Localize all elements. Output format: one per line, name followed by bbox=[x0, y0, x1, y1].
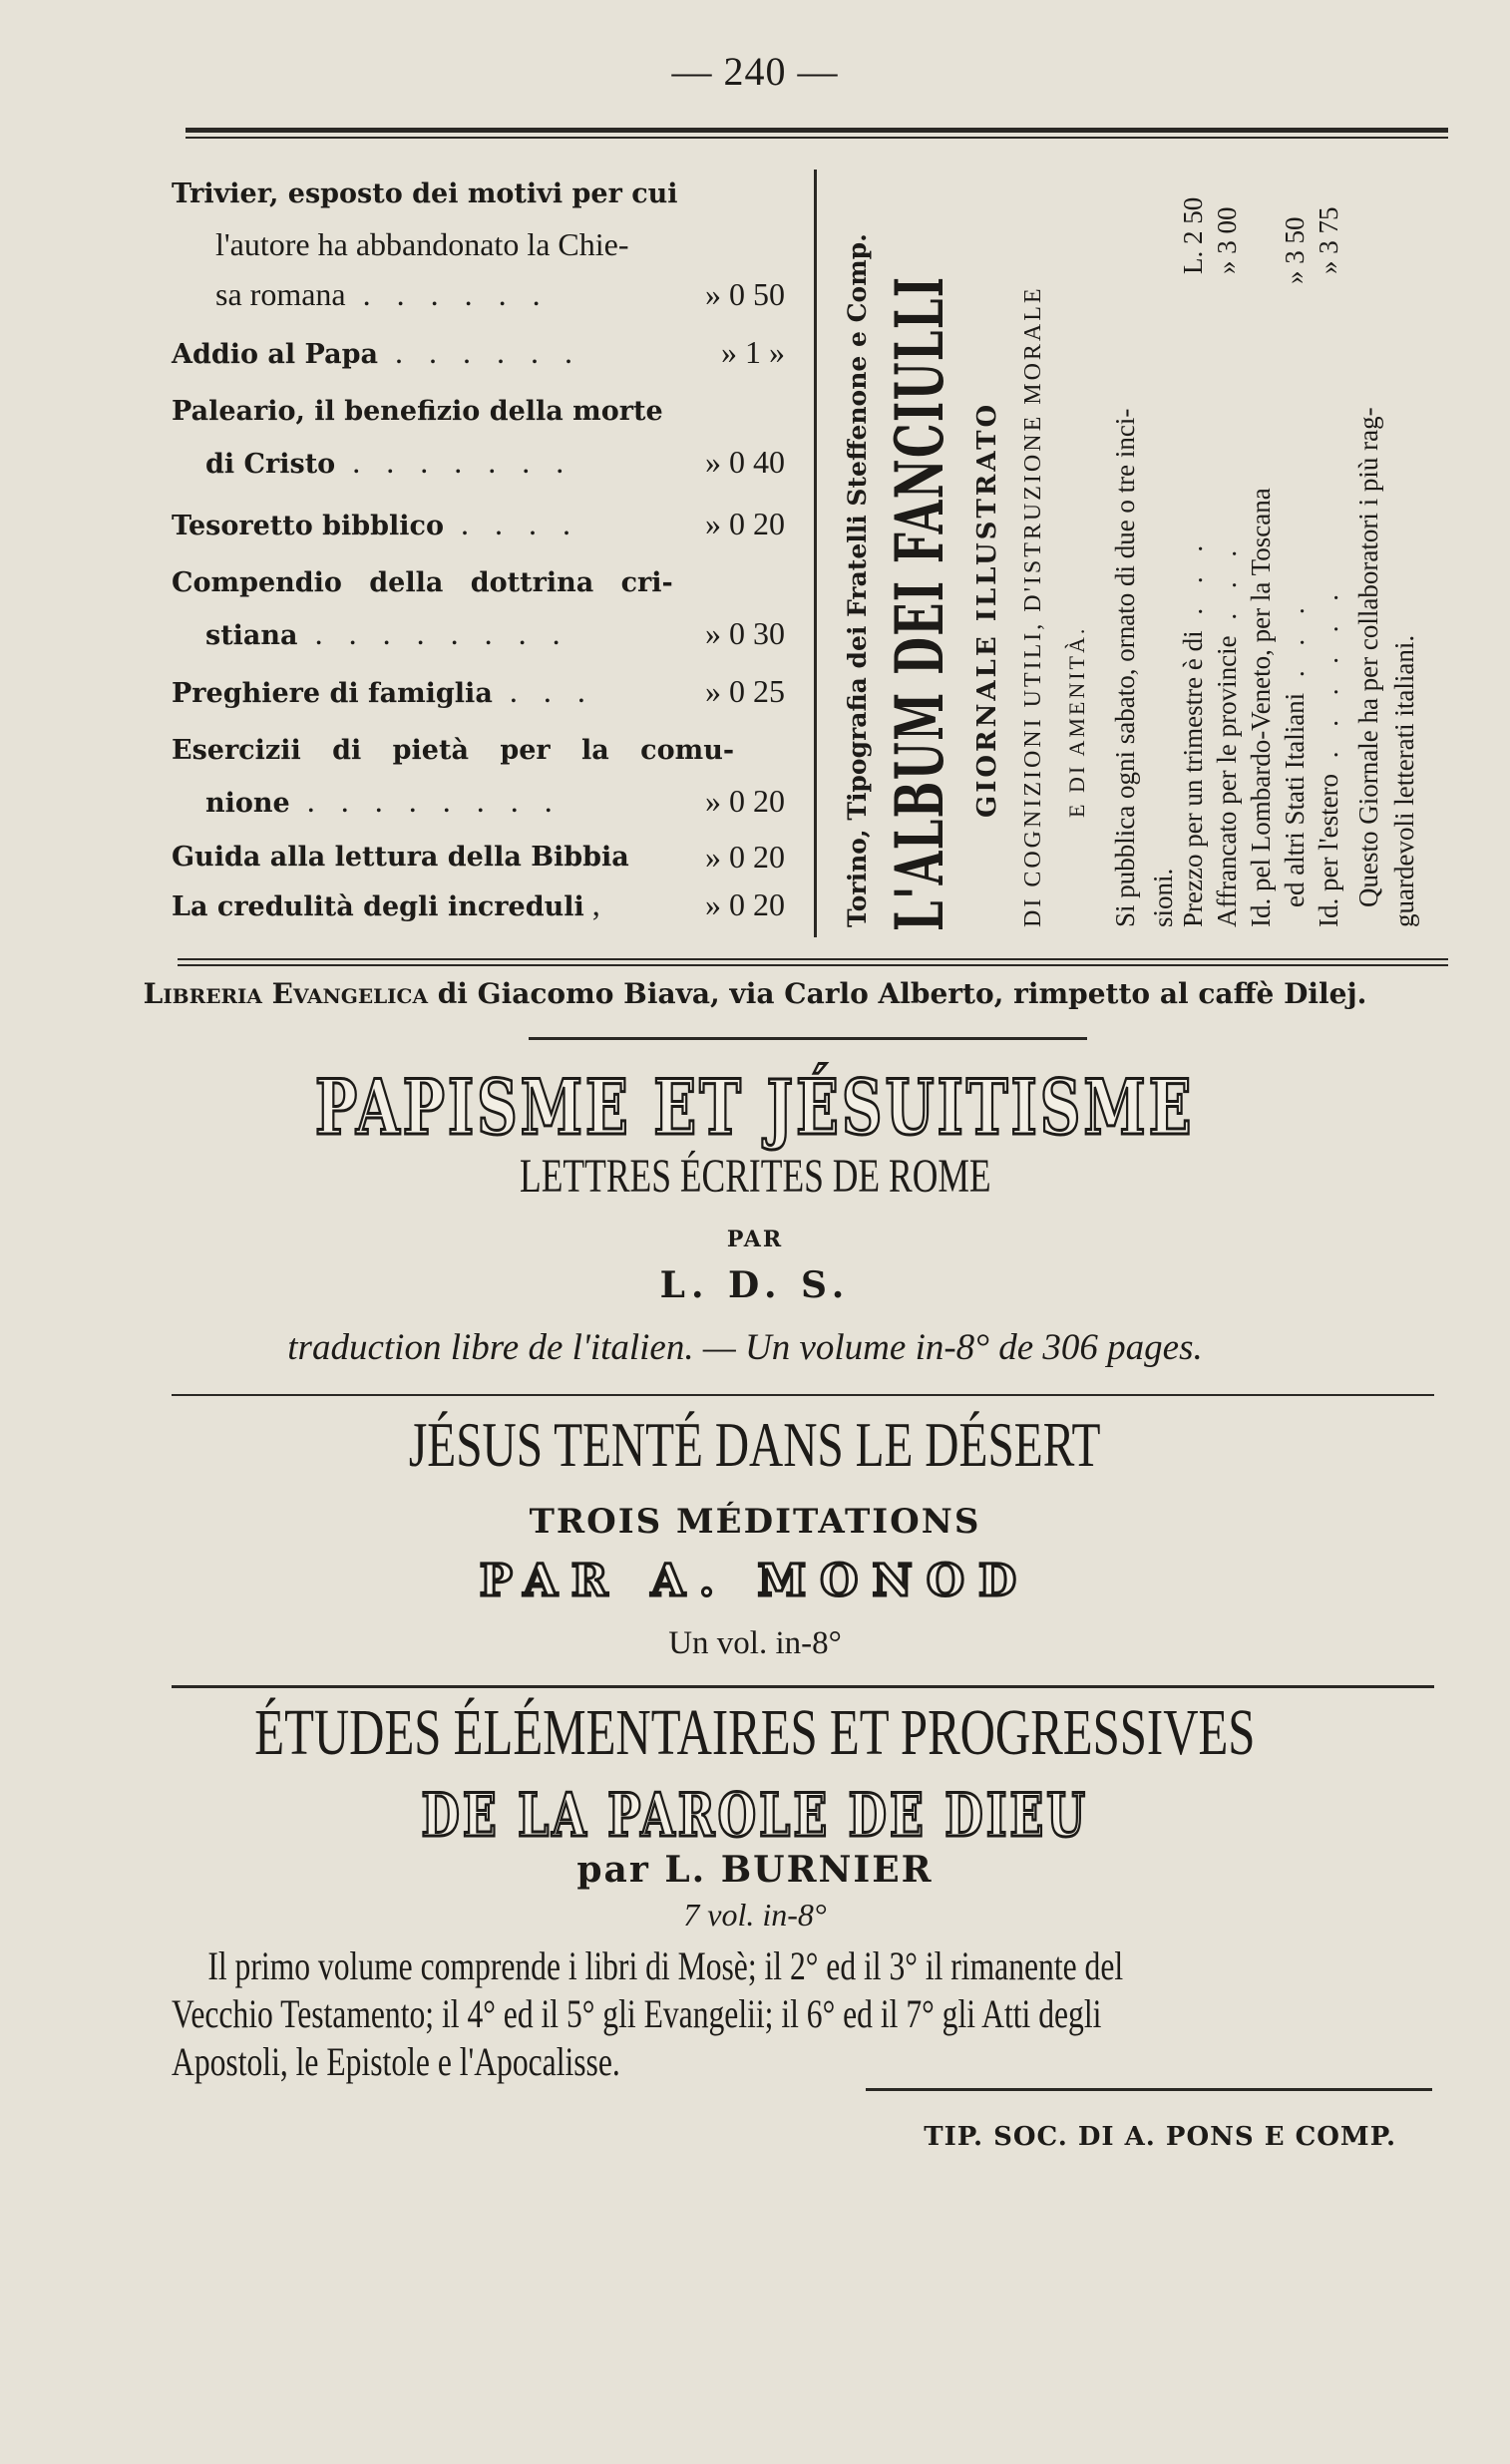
book2-title-wrap bbox=[0, 1408, 1510, 1482]
album-notice bbox=[843, 150, 1441, 937]
album-publish-1: Si pubblica ogni sabato, ornato di due o tre inci- bbox=[1110, 408, 1140, 927]
book-item-preghiere: Preghiere di famiglia . . . » 0 25 bbox=[172, 666, 785, 719]
description-line: Vecchio Testamento; il 4° ed il 5° gli Evangelii; il 6° ed il 7° gli Atti degli bbox=[172, 1991, 1102, 2036]
book1-note: traduction libre de l'italien. — Un volume in-8° de 306 pages. bbox=[287, 1327, 1203, 1368]
album-price-row: ed altri Stati Italiani . . . » 3 50 bbox=[1280, 216, 1310, 907]
book-price: » 0 20 bbox=[705, 839, 785, 875]
album-description-1: DI COGNIZIONI UTILI, D'ISTRUZIONE MORALE bbox=[1020, 285, 1046, 927]
book-line: Paleario, il benefizio della morte bbox=[172, 396, 663, 427]
book-line: Tesoretto bibblico bbox=[172, 511, 444, 541]
libreria-address: di Giacomo Biava, via Carlo Alberto, rimpetto al caffè Dilej. bbox=[427, 977, 1367, 1010]
book1-subtitle-wrap bbox=[0, 1149, 1510, 1204]
book2-title: JÉSUS TENTÉ DANS LE DÉSERT bbox=[409, 1409, 1101, 1480]
album-price-value: L. 2 50 bbox=[1178, 196, 1208, 274]
book3-subtitle-wrap bbox=[0, 1781, 1510, 1851]
book-price: » 0 30 bbox=[705, 615, 785, 651]
header-rule bbox=[186, 128, 1448, 133]
book-line: La credulità degli increduli bbox=[172, 891, 584, 922]
book-price: » 0 25 bbox=[705, 673, 785, 709]
libreria-name: Libreria Evangelica bbox=[143, 977, 428, 1010]
book3-title: ÉTUDES ÉLÉMENTAIRES ET PROGRESSIVES bbox=[254, 1696, 1256, 1769]
book2-format: Un vol. in-8° bbox=[668, 1625, 842, 1661]
description-line: Apostoli, le Epistole e l'Apocalisse. bbox=[172, 2039, 620, 2084]
album-price-row: Affrancato per le provincie . . . » 3 00 bbox=[1212, 206, 1242, 927]
album-note-1: Questo Giornale ha per collaboratori i più rag- bbox=[1353, 407, 1383, 907]
book-line: Esercizii di pietà per la comu- bbox=[172, 735, 735, 766]
book-line: l'autore ha abbandonato la Chie- bbox=[215, 226, 629, 262]
album-price-label: Affrancato per le provincie bbox=[1212, 635, 1242, 927]
book-item-trivier: Trivier, esposto dei motivi per cui l'autore ha abbandonato la Chie- sa romana . . . . . . » 0 50 bbox=[172, 170, 785, 319]
album-price-row: Id. per l'estero . . . . . . » 3 75 bbox=[1314, 206, 1343, 927]
book-line: Addio al Papa bbox=[172, 339, 378, 370]
book-item-guida bbox=[172, 832, 785, 882]
book2-subtitle: TROIS MÉDITATIONS bbox=[529, 1502, 981, 1542]
book1-par: PAR bbox=[726, 1227, 784, 1252]
book-line: Guida alla lettura della Bibbia bbox=[172, 842, 629, 873]
book-line: Compendio della dottrina cri- bbox=[172, 567, 673, 598]
book1-title: PAPISME ET JÉSUITISME bbox=[315, 1063, 1195, 1152]
page-number: — 240 — bbox=[671, 49, 839, 94]
album-price-value: » 3 75 bbox=[1314, 206, 1343, 274]
book-item-tesoretto: Tesoretto bibblico . . . . » 0 20 bbox=[172, 499, 785, 551]
book1-author: L. D. S. bbox=[659, 1264, 851, 1306]
book-price: » 0 20 bbox=[705, 886, 785, 922]
album-price-value: » 3 50 bbox=[1280, 216, 1310, 284]
book3-format: 7 vol. in-8° bbox=[683, 1897, 827, 1933]
section-rule bbox=[172, 1394, 1434, 1396]
description-line: Il primo volume comprende i libri di Mosè; il 2° ed il 3° il rimanente del bbox=[207, 1943, 1124, 1988]
section-rule-thin bbox=[178, 964, 1448, 966]
album-price-value: » 3 00 bbox=[1212, 206, 1242, 274]
book1-subtitle: LETTRES ÉCRITES DE ROME bbox=[519, 1150, 991, 1203]
book3-subtitle: DE LA PAROLE DE DIEU bbox=[421, 1781, 1089, 1851]
album-price-label: Id. pel Lombardo-Veneto, per la Toscana bbox=[1246, 488, 1276, 927]
section-rule bbox=[172, 1685, 1434, 1688]
album-price-label: Id. per l'estero bbox=[1314, 773, 1343, 927]
book3-author: par L. BURNIER bbox=[576, 1849, 934, 1891]
book2-author: PAR A. MONOD bbox=[479, 1556, 1031, 1606]
album-printer: Torino, Tipografia dei Fratelli Steffenone e Comp. bbox=[843, 233, 872, 927]
album-title-wrap bbox=[881, 0, 958, 931]
book3-title-wrap bbox=[0, 1695, 1510, 1771]
book-price: » 0 20 bbox=[705, 783, 785, 819]
short-rule bbox=[529, 1037, 1087, 1040]
header-rule-thin bbox=[186, 137, 1448, 139]
book-price: » 1 » bbox=[721, 334, 785, 370]
book-line: stiana bbox=[205, 620, 298, 651]
book-price: » 0 50 bbox=[705, 276, 785, 312]
printer-imprint: TIP. SOC. DI A. PONS E COMP. bbox=[924, 2122, 1396, 2152]
libreria-line bbox=[0, 977, 1510, 1010]
imprint-rule bbox=[866, 2088, 1432, 2091]
book3-description bbox=[172, 1942, 1448, 2086]
book-price: » 0 40 bbox=[705, 444, 785, 480]
book-item-esercizii: Esercizii di pietà per la comu- nione . . . . . . . . » 0 20 bbox=[172, 726, 785, 829]
book-item-paleario: Paleario, il benefizio della morte di Cristo . . . . . . . » 0 40 bbox=[172, 387, 785, 490]
book-line: sa romana bbox=[215, 276, 346, 312]
album-subtitle: GIORNALE ILLUSTRATO bbox=[972, 401, 1002, 818]
book-item-compendio: Compendio della dottrina cri- stiana . . . . . . . . » 0 30 bbox=[172, 558, 785, 661]
album-price-row: Prezzo per un trimestre è di . . . L. 2 50 bbox=[1178, 196, 1208, 927]
album-publish-2: sioni. bbox=[1148, 868, 1178, 927]
book-item-credulita: La credulità degli increduli , » 0 20 bbox=[172, 880, 785, 932]
book-line: Trivier, esposto dei motivi per cui bbox=[172, 178, 678, 209]
book-line: Preghiere di famiglia bbox=[172, 678, 493, 709]
album-title: L'ALBUM DEI FANCIULLI bbox=[881, 275, 958, 931]
album-note-2: guardevoli letterati italiani. bbox=[1389, 634, 1419, 927]
book-line: nione bbox=[205, 788, 290, 819]
book-item-addio: Addio al Papa . . . . . . » 1 » bbox=[172, 327, 785, 380]
album-price-label: Prezzo per un trimestre è di bbox=[1178, 630, 1208, 927]
column-divider bbox=[814, 170, 817, 937]
album-description-2: E DI AMENITÀ. bbox=[1064, 625, 1089, 818]
book-line: di Cristo bbox=[205, 449, 336, 480]
book2-author-wrap bbox=[0, 1556, 1510, 1606]
album-price-label: ed altri Stati Italiani bbox=[1280, 692, 1310, 907]
book-price: » 0 20 bbox=[705, 506, 785, 541]
section-rule bbox=[178, 958, 1448, 960]
book1-title-wrap bbox=[0, 1063, 1510, 1152]
